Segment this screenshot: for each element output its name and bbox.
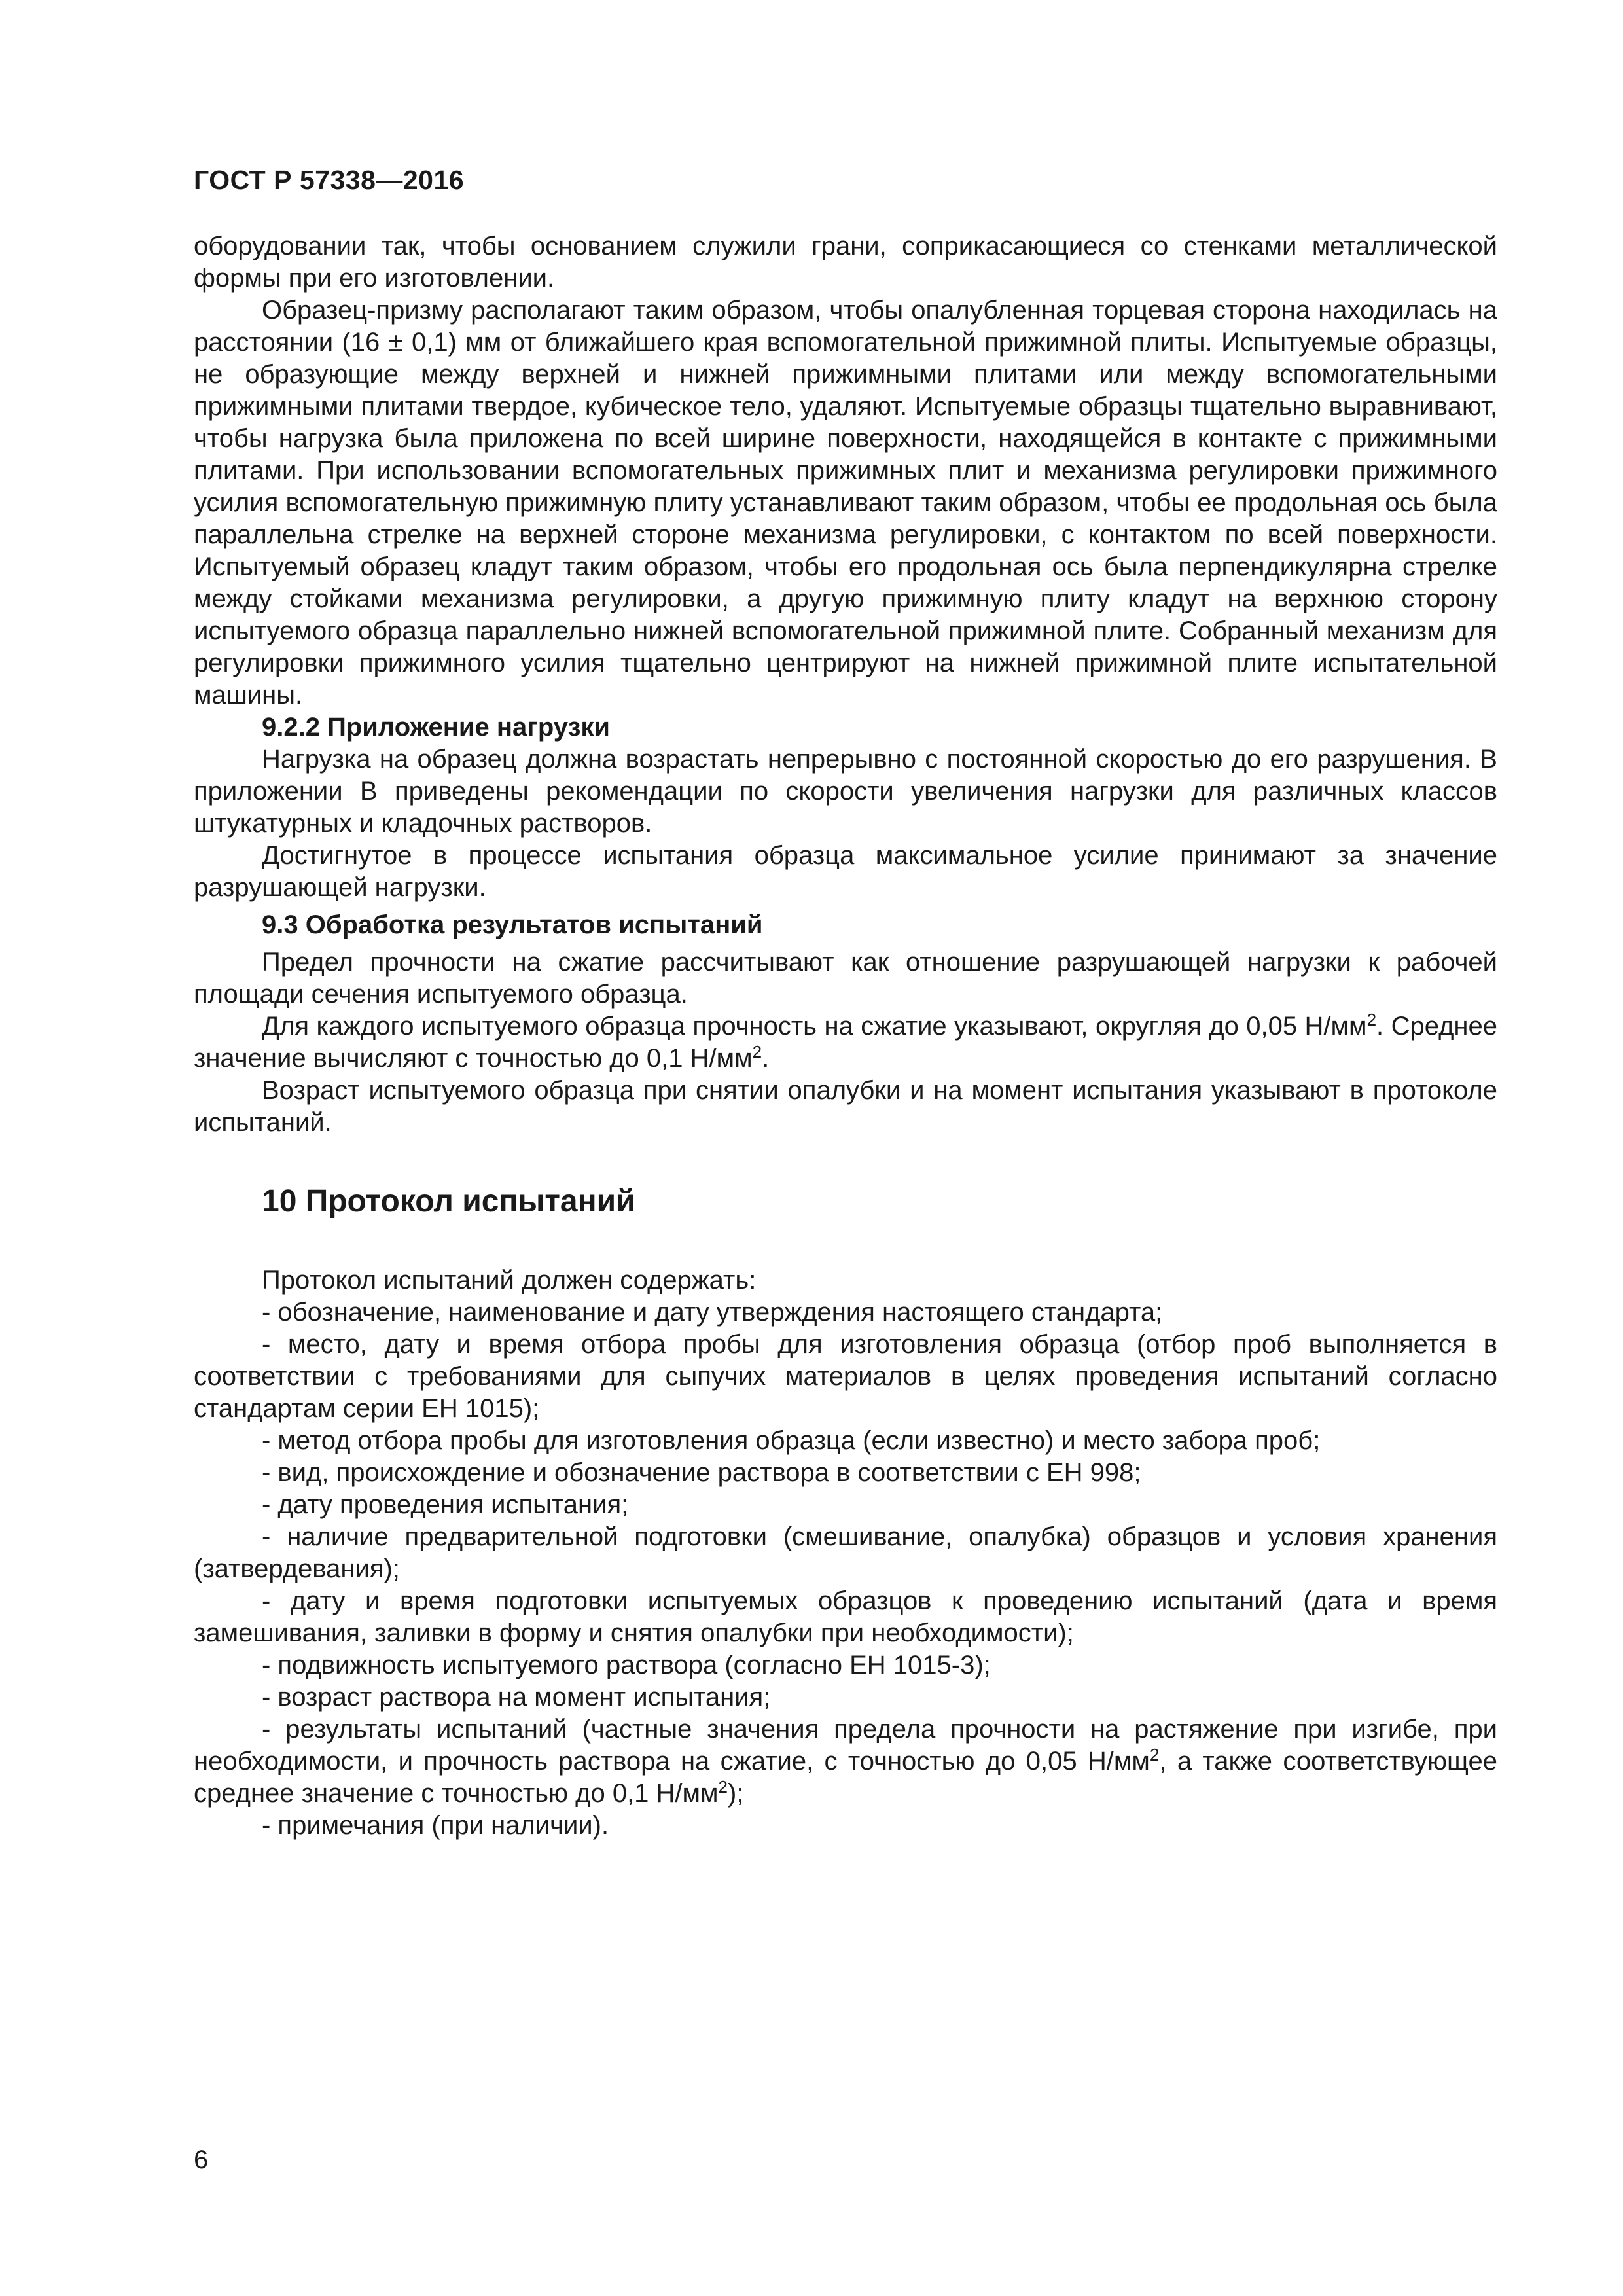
protocol-item: - дату и время подготовки испытуемых образцов к проведению испытаний (дата и время замешивания, заливки в форму и снятия опалубки при необходимости); [194, 1587, 1497, 1647]
heading-9-2-2: 9.2.2 Приложение нагрузки [262, 713, 611, 742]
protocol-item: - обозначение, наименование и дату утверждения настоящего стандарта; [262, 1298, 1163, 1327]
protocol-item: - подвижность испытуемого раствора (согласно ЕН 1015-3); [262, 1651, 991, 1679]
page-content [194, 230, 1497, 1842]
paragraph-rounding: Для каждого испытуемого образца прочность на сжатие указывают, округляя до 0,05 $Н/мм^2$. Среднее значение вычисляют с точностью до 0,1 $Н/мм^2$. [194, 1010, 1497, 1073]
protocol-item: - примечания (при наличии). [262, 1811, 609, 1840]
protocol-item-results: - результаты испытаний (частные значения предела прочности на растяжение при изгибе, при необходимости, и прочность раствора на сжатие, с точностью до 0,05 $Н/мм^2$, а также соответствующее среднее значение с точностью до 0,1 $Н/мм^2$); [194, 1715, 1498, 1808]
protocol-item: - возраст раствора на момент испытания; [262, 1683, 771, 1712]
protocol-item: - метод отбора пробы для изготовления образца (если известно) и место забора проб; [262, 1426, 1321, 1455]
paragraph-load-rate: Нагрузка на образец должна возрастать непрерывно с постоянной скоростью до его разрушения. В приложении В приведены рекомендации по скорости увеличения нагрузки для различных классов штукатурных и кладочных растворов. [194, 745, 1497, 838]
protocol-item: - место, дату и время отбора пробы для изготовления образца (отбор проб выполняется в соответствии с требованиями для сыпучих материалов в целях проведения испытаний согласно стандартам серии ЕН 1015); [194, 1330, 1497, 1423]
page-number: 6 [194, 2145, 209, 2174]
paragraph-specimen-age: Возраст испытуемого образца при снятии опалубки и на момент испытания указывают в протоколе испытаний. [194, 1076, 1497, 1137]
heading-9-3: 9.3 Обработка результатов испытаний [262, 910, 763, 939]
document-header: ГОСТ Р 57338—2016 [194, 165, 465, 195]
paragraph-continuation: оборудовании так, чтобы основанием служили грани, соприкасающиеся со стенками металлической формы при его изготовлении. [194, 232, 1497, 293]
paragraph-strength-calc: Предел прочности на сжатие рассчитывают как отношение разрушающей нагрузки к рабочей площади сечения испытуемого образца. [194, 948, 1497, 1009]
protocol-item: - наличие предварительной подготовки (смешивание, опалубка) образцов и условия хранения (затвердевания); [194, 1522, 1497, 1583]
paragraph-prism-placement: Образец-призму располагают таким образом, чтобы опалубленная торцевая сторона находилась на расстоянии (16 ± 0,1) мм от ближайшего края вспомогательной прижимной плиты. Испытуемые образцы, не образующие между верхней и нижней прижимными плитами или между вспомогательными прижимными плитами твердое, кубическое тело, удаляют. Испытуемые образцы тщательно выравнивают, чтобы нагрузка была приложена по всей ширине поверхности, находящейся в контакте с прижимными плитами. При использовании вспомогательных прижимных плит и механизма регулировки прижимного усилия вспомогательную прижимную плиту устанавливают таким образом, чтобы ее продольная ось была параллельна стрелке на верхней стороне механизма регулировки, с контактом по всей поверхности. Испытуемый образец кладут таким образом, чтобы его продольная ось была перпендикулярна стрелке между стойками механизма регулировки, а другую прижимную плиту кладут на верхнюю сторону испытуемого образца параллельно нижней вспомогательной прижимной плите. Собранный механизм для регулировки прижимного усилия тщательно центрируют на нижней прижимной плите испытательной машины. [194, 296, 1497, 709]
heading-section-10: 10 Протокол испытаний [262, 1184, 635, 1219]
protocol-item: - вид, происхождение и обозначение раствора в соответствии с ЕН 998; [262, 1458, 1141, 1487]
protocol-intro: Протокол испытаний должен содержать: [262, 1266, 757, 1295]
protocol-item: - дату проведения испытания; [262, 1490, 629, 1519]
paragraph-max-load: Достигнутое в процессе испытания образца максимальное усилие принимают за значение разрушающей нагрузки. [194, 841, 1497, 902]
